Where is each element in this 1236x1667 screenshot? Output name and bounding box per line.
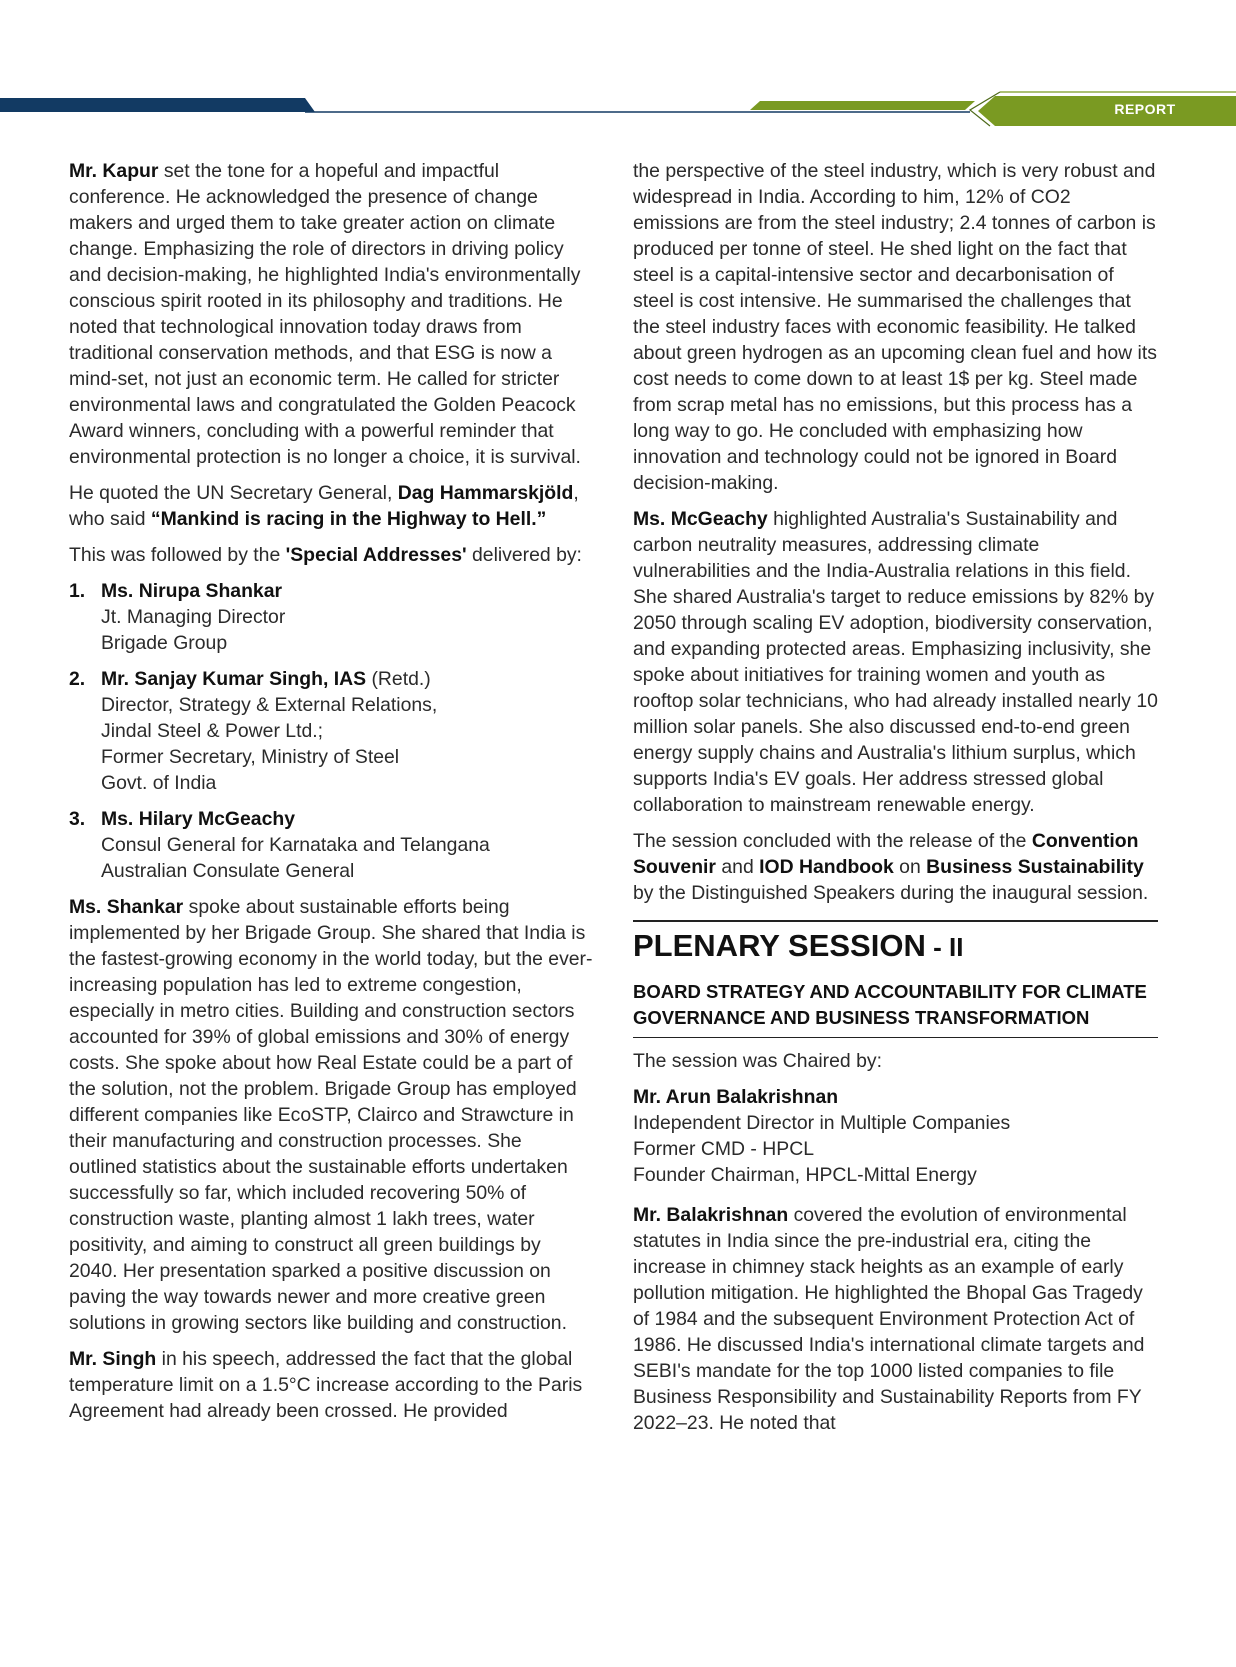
speaker-name: Ms. Nirupa Shankar — [101, 580, 283, 602]
souvenir-title: Convention Souvenir — [633, 830, 1139, 878]
speaker-name: Ms. McGeachy — [633, 508, 768, 530]
speaker-organization: Australian Consulate General — [101, 860, 355, 882]
speaker-name-suffix: (Retd.) — [366, 668, 431, 690]
speaker-title: Director, Strategy & External Relations, — [101, 694, 438, 716]
text-run: and — [715, 856, 760, 878]
speaker-name: Ms. Shankar — [69, 896, 184, 918]
text-run: He quoted the UN Secretary General, — [69, 482, 398, 504]
paragraph-text: spoke about sustainable efforts being implemented by her Brigade Group. She shared that India is the fastest-growing economy in the world today, but the ever-increasing population has led to extreme congestion, especially in metro cities. Building and construction sectors accounted for 39% of global emissions and 30% of energy costs. She spoke about how Real Estate could be a part of the solution, not the problem. Brigade Group has employed different companies like EcoSTP, Clairco and Strawcture in their manufacturing and construction processes. She outlined statistics about the sustainable efforts undertaken successfully so far, which included recovering 50% of construction waste, planting almost 1 lakh trees, water positivity, and aiming to construct all green buildings by 2040. Her presentation sparked a positive discussion on paving the way towards newer and more creative green solutions in growing sectors like building and construction. — [69, 896, 593, 1334]
left-column — [69, 158, 594, 1434]
right-column — [633, 158, 1158, 1446]
chair-role: Independent Director in Multiple Companies — [633, 1112, 1011, 1134]
chair-founder-role: Founder Chairman, HPCL-Mittal Energy — [633, 1164, 977, 1186]
speaker-name: Mr. Singh — [69, 1348, 157, 1370]
paragraph-shankar — [69, 894, 594, 1336]
chair-details — [633, 1084, 1158, 1188]
list-number: 1. — [69, 580, 86, 602]
text-run: on — [893, 856, 927, 878]
text-run: The session concluded with the release of the — [633, 830, 1032, 852]
quoted-person-name: Dag Hammarskjöld — [397, 482, 574, 504]
speaker-former-role: Former Secretary, Ministry of Steel — [101, 746, 400, 768]
text-run: by the Distinguished Speakers during the inaugural session. — [633, 882, 1149, 904]
paragraph-text: set the tone for a hopeful and impactful conference. He acknowledged the presence of change makers and urged them to take greater action on climate change. Emphasizing the role of directors in driving policy and decision-making, he highlighted India's environmentally conscious spirit rooted in its philosophy and traditions. He noted that technological innovation today draws from traditional conservation methods, and that ESG is now a mind-set, not just an economic term. He called for stricter environmental laws and congratulated the Golden Peacock Award winners, concluding with a powerful reminder that environmental protection is no longer a choice, it is survival. — [69, 160, 581, 468]
handbook-title: IOD Handbook — [759, 856, 894, 878]
paragraph-singh — [69, 1346, 594, 1424]
paragraph-text: in his speech, addressed the fact that the global temperature limit on a 1.5°C increase according to the Paris Agreement had already been crossed. He provided — [69, 1348, 583, 1422]
speaker-name: Mr. Sanjay Kumar Singh, IAS — [101, 668, 367, 690]
header-green-bar — [750, 101, 975, 110]
speaker-former-organization: Govt. of India — [101, 772, 217, 794]
speaker-title: Consul General for Karnataka and Telangana — [101, 834, 490, 856]
paragraph-special-addresses — [69, 542, 594, 568]
speaker-organization: Jindal Steel & Power Ltd.; — [101, 720, 324, 742]
plenary-title-number: - II — [925, 932, 964, 962]
speaker-name: Mr. Balakrishnan — [633, 1204, 789, 1226]
plenary-title — [633, 926, 1158, 967]
chair-former-role: Former CMD - HPCL — [633, 1138, 814, 1160]
chaired-by-label: The session was Chaired by: — [633, 1050, 882, 1072]
speaker-item — [69, 666, 594, 796]
paragraph-steel-perspective: the perspective of the steel industry, which is very robust and widespread in India. According to him, 12% of CO2 emissions are from the steel industry; 2.4 tonnes of carbon is produced per tonne of steel. He shed light on the fact that steel is a capital-intensive sector and decarbonisation of steel is cost intensive. He summarised the challenges that the steel industry faces with economic feasibility. He talked about green hydrogen as an upcoming clean fuel and how its cost needs to come down to at least 1$ per kg. Steel made from scrap metal has no emissions, but this process has a long way to go. He concluded with emphasizing how innovation and technology could not be ignored in Board decision-making. — [633, 160, 1157, 494]
plenary-section-header — [633, 920, 1158, 1038]
plenary-subtitle: BOARD STRATEGY AND ACCOUNTABILITY FOR CLIMATE GOVERNANCE AND BUSINESS TRANSFORMATION — [633, 981, 1147, 1028]
speaker-name: Mr. Kapur — [69, 160, 159, 182]
list-number: 2. — [69, 668, 86, 690]
text-run: delivered by: — [466, 544, 582, 566]
list-number: 3. — [69, 808, 86, 830]
paragraph-text: covered the evolution of environmental statutes in India since the pre-industrial era, citing the increase in chimney stack heights as an example of early pollution mitigation. He highlighted the Bhopal Gas Tragedy of 1984 and the subsequent Environment Protection Act of 1986. He discussed India's international climate targets and SEBI's mandate for the top 1000 listed companies to file Business Responsibility and Sustainability Reports from FY 2022–23. He noted that — [633, 1204, 1145, 1434]
text-run: , who said — [69, 482, 579, 530]
plenary-title-text: PLENARY SESSION — [633, 928, 926, 963]
handbook-topic: Business Sustainability — [926, 856, 1144, 878]
paragraph-balakrishnan — [633, 1202, 1158, 1436]
speaker-organization: Brigade Group — [101, 632, 228, 654]
paragraph-text: highlighted Australia's Sustainability and carbon neutrality measures, addressing climate vulnerabilities and the India-Australia relations in this field. She shared Australia's target to reduce emissions by 82% by 2050 through scaling EV adoption, biodiversity conservation, and expanding protected areas. Emphasizing inclusivity, she spoke about initiatives for training women and youth as rooftop solar technicians, who had already installed nearly 10 million solar panels. She also discussed end-to-end green energy supply chains and Australia's lithium surplus, which supports India's EV goals. Her address stressed global collaboration to mainstream renewable energy. — [633, 508, 1158, 816]
text-run: This was followed by the — [69, 544, 286, 566]
speaker-item — [69, 806, 594, 884]
paragraph-mcgeachy — [633, 506, 1158, 818]
speaker-title: Jt. Managing Director — [101, 606, 286, 628]
paragraph-session-conclusion — [633, 828, 1158, 906]
speaker-item — [69, 578, 594, 656]
quote-text: “Mankind is racing in the Highway to Hell.” — [150, 508, 547, 530]
special-addresses-label: 'Special Addresses' — [285, 544, 467, 566]
header-graphic — [0, 0, 1236, 140]
speaker-list — [69, 578, 594, 884]
section-tag: REPORT — [1114, 101, 1176, 117]
header-band — [0, 0, 1236, 140]
paragraph-kapur — [69, 158, 594, 470]
header-navy-bar — [0, 98, 315, 112]
chair-name: Mr. Arun Balakrishnan — [633, 1086, 839, 1108]
paragraph-quote — [69, 480, 594, 532]
speaker-name: Ms. Hilary McGeachy — [101, 808, 295, 830]
